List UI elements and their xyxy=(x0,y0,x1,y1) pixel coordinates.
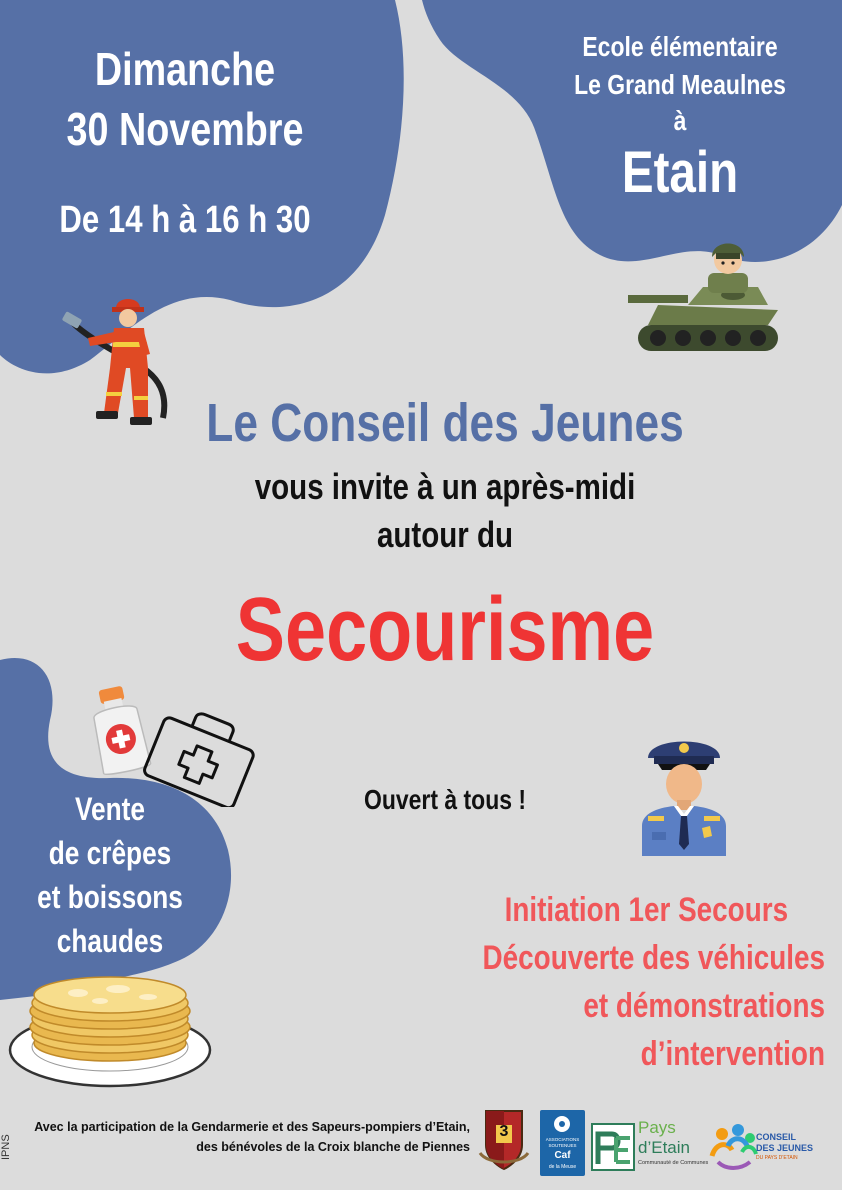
sale-line-2: de crêpes xyxy=(48,835,172,871)
pays-text-2: d’Etain xyxy=(638,1138,690,1157)
conseil-jeunes-figures-icon xyxy=(708,1122,758,1174)
location-block xyxy=(540,28,820,208)
caf-text-3: Caf xyxy=(554,1150,571,1161)
crepes-sale-block xyxy=(10,787,210,963)
footer-credits xyxy=(22,1117,470,1157)
cdj-text-1: CONSEIL xyxy=(756,1132,797,1142)
activity-vehicles: Découverte des véhicules xyxy=(482,939,825,977)
pays-text-1: Pays xyxy=(638,1118,676,1137)
gendarmerie-crest-logo xyxy=(476,1105,532,1175)
soldier-tank-icon xyxy=(628,235,788,365)
date-day: Dimanche xyxy=(94,43,276,95)
location-city: Etain xyxy=(621,140,739,205)
date-block xyxy=(30,40,340,242)
location-school-name: Le Grand Meaulnes xyxy=(574,69,786,100)
activity-demonstrations: et démonstrations d’intervention xyxy=(583,987,825,1073)
theme-title: Secourisme xyxy=(235,580,655,680)
invite-line-2: autour du xyxy=(376,514,514,555)
pays-etain-logo xyxy=(590,1118,710,1178)
location-school: Ecole élémentaire xyxy=(582,31,778,62)
sale-line-4: chaudes xyxy=(56,923,164,959)
sale-line-3: et boissons xyxy=(37,879,183,915)
conseil-jeunes-logo xyxy=(708,1122,812,1177)
open-to-all: Ouvert à tous ! xyxy=(363,784,527,815)
organizer-title: Le Conseil des Jeunes xyxy=(206,393,684,453)
activity-initiation: Initiation 1er Secours xyxy=(504,891,789,929)
caf-emblem-icon xyxy=(540,1112,585,1136)
caf-text-1: ASSOCIATIONS xyxy=(545,1137,580,1142)
police-officer-icon xyxy=(634,728,734,858)
caf-logo xyxy=(540,1110,585,1176)
invite-text xyxy=(160,463,730,559)
pays-etain-emblem-icon xyxy=(590,1122,636,1172)
credit-line-1: Avec la participation de la Gendarmerie et des Sapeurs-pompiers d’Etain, xyxy=(34,1120,470,1134)
cdj-text-2: DES JEUNES xyxy=(756,1143,814,1153)
date-date: 30 Novembre xyxy=(66,103,304,155)
location-preposition: à xyxy=(673,105,687,136)
pays-text-3: Communauté de Communes xyxy=(638,1160,709,1166)
sale-line-1: Vente xyxy=(74,791,146,827)
ipns-label: IPNS xyxy=(0,1134,12,1160)
activities-block xyxy=(300,886,825,1078)
crepes-plate-icon xyxy=(8,965,213,1090)
crest-number: 3 xyxy=(499,1123,509,1140)
invite-line-1: vous invite à un après-midi xyxy=(254,466,636,507)
date-time: De 14 h à 16 h 30 xyxy=(59,199,311,241)
cdj-text-3: DU PAYS D’ETAIN xyxy=(756,1155,798,1161)
caf-text-4: de la Meuse xyxy=(548,1164,577,1170)
credit-line-2: des bénévoles de la Croix blanche de Piennes xyxy=(196,1140,470,1154)
caf-text-2: SOUTENUES xyxy=(548,1143,577,1148)
